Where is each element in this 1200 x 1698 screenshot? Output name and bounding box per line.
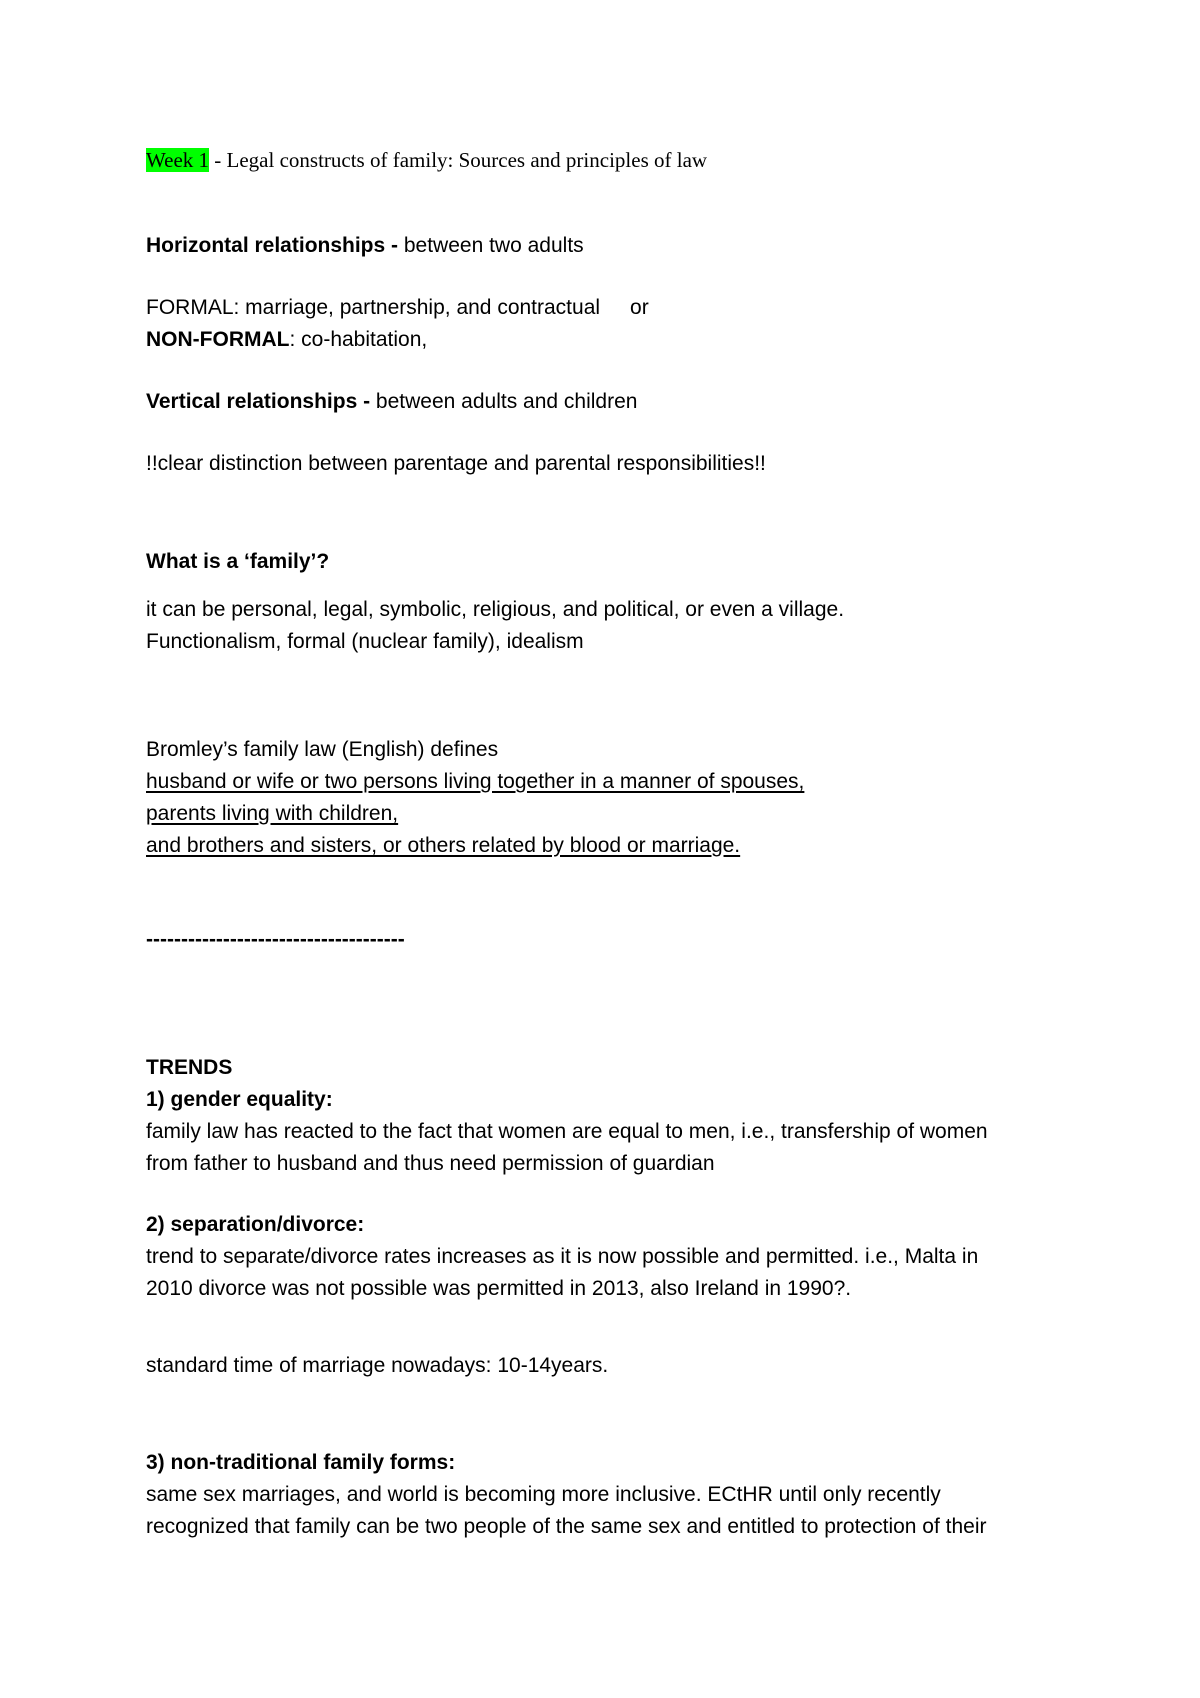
- trend-2-line-1: trend to separate/divorce rates increases as it is now possible and permitted. i.e., Malta in: [146, 1245, 979, 1268]
- bromley-intro: Bromley’s family law (English) defines: [146, 738, 499, 761]
- trends-title: TRENDS: [146, 1056, 233, 1079]
- week-title: - Legal constructs of family: Sources and principles of law: [209, 148, 708, 172]
- distinction-note: !!clear distinction between parentage and parental responsibilities!!: [146, 452, 766, 475]
- nonformal-text: : co-habitation,: [289, 328, 428, 351]
- bromley-definition-line-2: parents living with children,: [146, 802, 399, 825]
- trend-3-line-1: same sex marriages, and world is becoming more inclusive. ECtHR until only recently: [146, 1483, 941, 1506]
- week-label-highlight: Week 1: [146, 148, 210, 172]
- vertical-relationships-line: [146, 388, 637, 416]
- formal-or: or: [630, 296, 649, 319]
- bromley-definition-line-3: and brothers and sisters, or others related by blood or marriage.: [146, 834, 741, 857]
- marriage-time-note: standard time of marriage nowadays: 10-14years.: [146, 1354, 609, 1377]
- formal-text: : marriage, partnership, and contractual: [233, 296, 601, 319]
- trend-3-title: 3) non-traditional family forms:: [146, 1451, 456, 1474]
- trend-2-title: 2) separation/divorce:: [146, 1213, 365, 1236]
- horizontal-relationships-line: [146, 232, 584, 260]
- family-paragraph-line-2: Functionalism, formal (nuclear family), idealism: [146, 630, 584, 653]
- bromley-definition-line-1: husband or wife or two persons living together in a manner of spouses,: [146, 770, 805, 793]
- formal-label: FORMAL: [146, 296, 234, 319]
- vertical-label: Vertical relationships -: [146, 390, 371, 413]
- family-paragraph-line-1: it can be personal, legal, symbolic, religious, and political, or even a village.: [146, 598, 845, 621]
- family-question: What is a ‘family’?: [146, 550, 330, 573]
- horizontal-label: Horizontal relationships -: [146, 234, 399, 257]
- trend-1-title: 1) gender equality:: [146, 1088, 333, 1111]
- nonformal-label: NON-FORMAL: [146, 328, 290, 351]
- week-heading: [146, 146, 707, 174]
- nonformal-line: [146, 326, 427, 354]
- trend-2-line-2: 2010 divorce was not possible was permitted in 2013, also Ireland in 1990?.: [146, 1277, 852, 1300]
- section-divider: -------------------------------------: [146, 928, 405, 951]
- horizontal-text: between two adults: [398, 234, 584, 257]
- vertical-text: between adults and children: [370, 390, 638, 413]
- trend-1-line-1: family law has reacted to the fact that women are equal to men, i.e., transfership of women: [146, 1120, 988, 1143]
- trend-3-line-2: recognized that family can be two people of the same sex and entitled to protection of their: [146, 1515, 987, 1538]
- trend-1-line-2: from father to husband and thus need permission of guardian: [146, 1152, 715, 1175]
- formal-line: [146, 294, 649, 322]
